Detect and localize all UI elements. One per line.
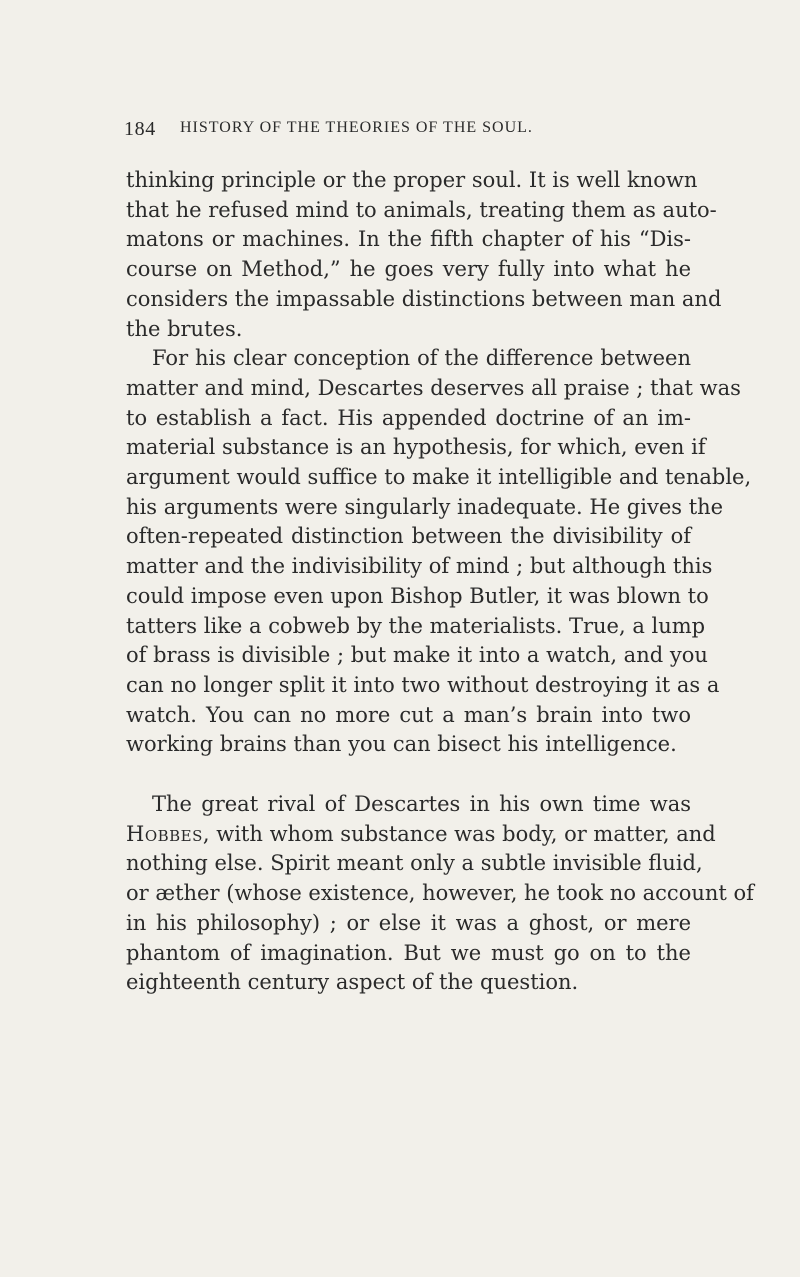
text-line: that he refused mind to animals, treating them as auto- [126, 197, 717, 222]
paragraph-first-line: The great rival of Descartes in his own time was [152, 792, 691, 817]
text-line: the brutes. [126, 316, 243, 341]
text-line: thinking principle or the proper soul. It is well known [126, 168, 698, 192]
text-line: often-repeated distinction between the divisibility of [126, 524, 691, 549]
text-line: eighteenth century aspect of the question. [126, 970, 579, 995]
text-line: in his philosophy) ; or else it was a ghost, or mere [126, 910, 691, 935]
text-line: of brass is divisible ; but make it into a watch, and you [126, 643, 708, 668]
page-number: 184 [124, 118, 156, 140]
text-line: or æther (whose existence, however, he took no account of [126, 881, 754, 906]
text-line [126, 820, 716, 850]
text-line: could impose even upon Bishop Butler, it was blown to [126, 583, 709, 608]
body-text [126, 166, 754, 998]
text-line: matter and mind, Descartes deserves all praise ; that was [126, 375, 741, 400]
text-line: phantom of imagination. But we must go on to the [126, 940, 691, 965]
text-line: watch. You can no more cut a man’s brain into two [126, 702, 691, 727]
text-line: argument would suffice to make it intelligible and tenable, [126, 465, 752, 490]
text-line: tatters like a cobweb by the materialists. True, a lump [126, 613, 706, 638]
text-line: can no longer split it into two without destroying it as a [126, 672, 720, 697]
page-header [124, 118, 694, 148]
name-hobbes: Hobbes [126, 821, 203, 846]
text-line: matons or machines. In the fifth chapter of his “Dis- [126, 227, 691, 252]
text-line: matter and the indivisibility of mind ; but although this [126, 554, 713, 579]
paragraph-first-line: For his clear conception of the difference between [152, 346, 691, 371]
text-line: material substance is an hypothesis, for which, even if [126, 435, 706, 460]
text-line: his arguments were singularly inadequate. He gives the [126, 494, 724, 519]
text-line: course on Method,” he goes very fully into what he [126, 257, 691, 282]
text-line: nothing else. Spirit meant only a subtle invisible fluid, [126, 851, 703, 876]
text-line: considers the impassable distinctions between man and [126, 286, 722, 311]
text-line: working brains than you can bisect his intelligence. [126, 732, 677, 757]
paragraph-gap [126, 760, 691, 790]
text-line: to establish a fact. His appended doctrine of an im- [126, 405, 691, 430]
running-head: HISTORY OF THE THEORIES OF THE SOUL. [180, 119, 533, 136]
text-line-continuation: , with whom substance was body, or matter, and [202, 821, 716, 846]
